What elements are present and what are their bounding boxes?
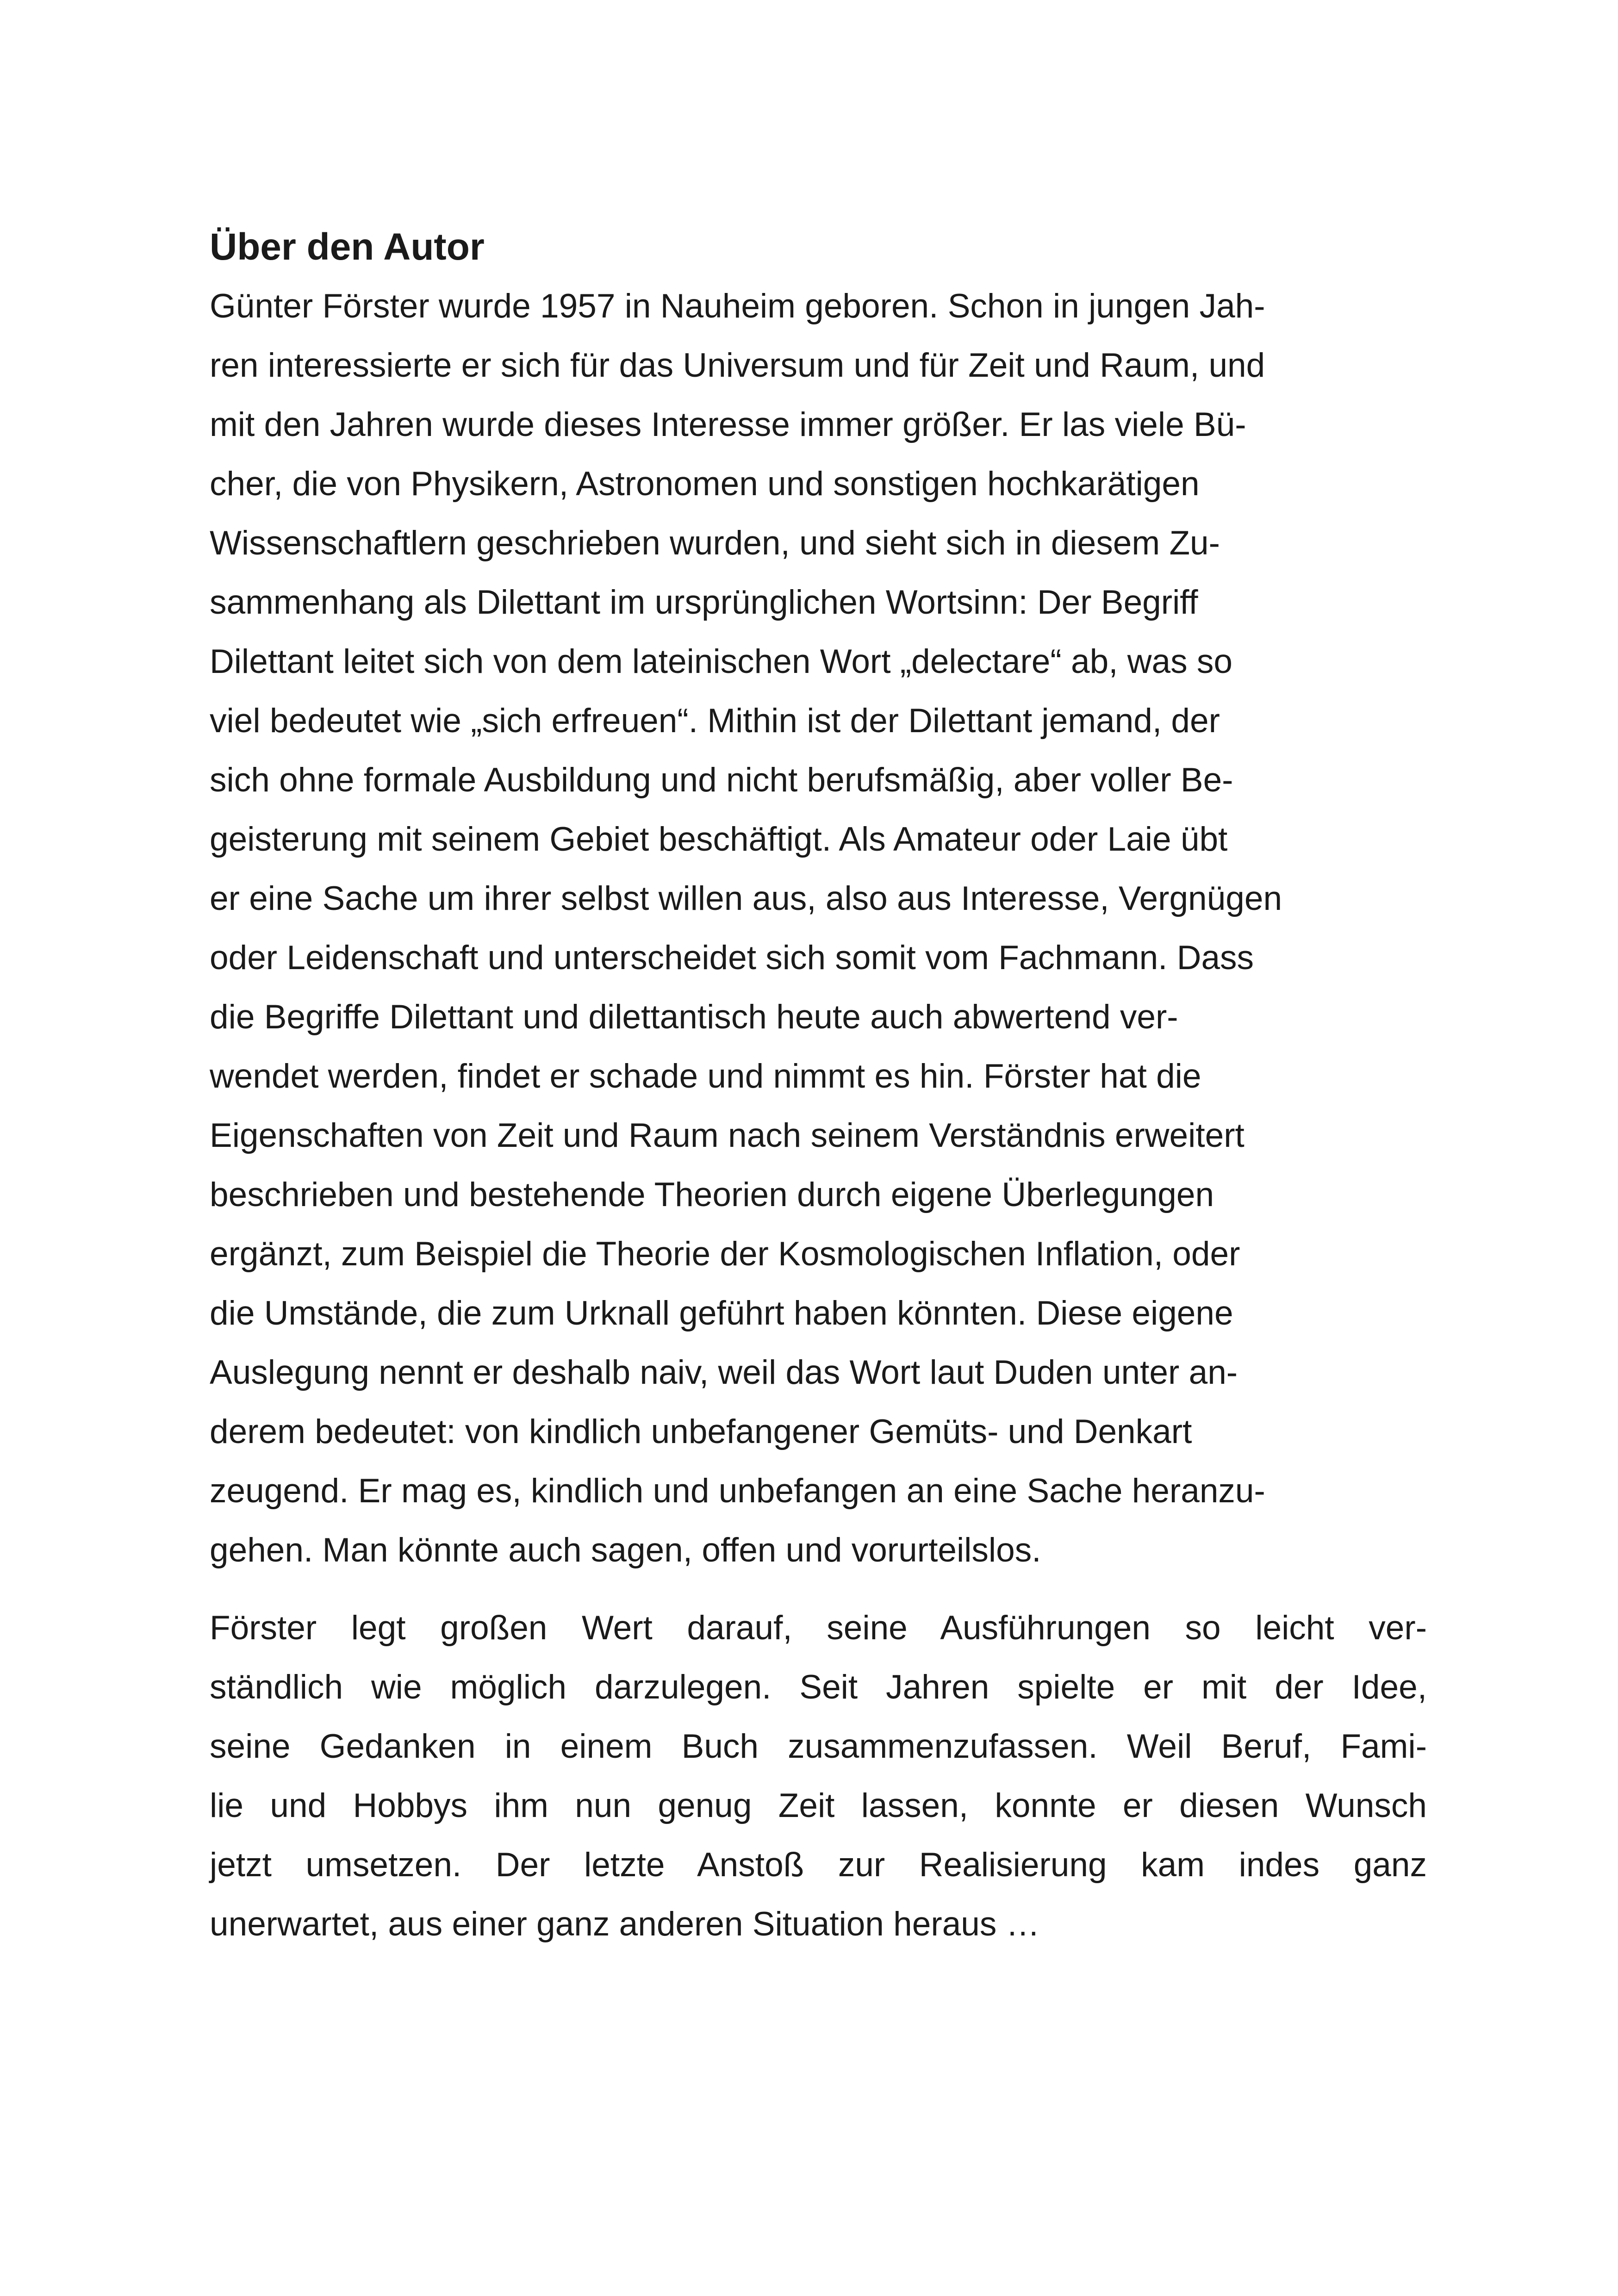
text-line: viel bedeutet wie „sich erfreuen“. Mithin ist der Dilettant jemand, der xyxy=(210,702,1220,740)
paragraph-2 xyxy=(210,1599,1427,1954)
text-line: Auslegung nennt er deshalb naiv, weil das Wort laut Duden unter an- xyxy=(210,1354,1238,1391)
text-line: oder Leidenschaft und unterscheidet sich somit vom Fachmann. Dass xyxy=(210,939,1254,977)
text-line: Dilettant leitet sich von dem lateinischen Wort „delectare“ ab, was so xyxy=(210,643,1232,680)
text-line: ren interessierte er sich für das Universum und für Zeit und Raum, und xyxy=(210,347,1265,384)
text-line: gehen. Man könnte auch sagen, offen und vorurteilslos. xyxy=(210,1531,1041,1569)
text-line: zeugend. Er mag es, kindlich und unbefangen an eine Sache heranzu- xyxy=(210,1472,1265,1510)
text-line: derem bedeutet: von kindlich unbefangener Gemüts- und Denkart xyxy=(210,1413,1192,1450)
text-line: unerwartet, aus einer ganz anderen Situation heraus … xyxy=(210,1905,1040,1943)
text-line: sammenhang als Dilettant im ursprünglichen Wortsinn: Der Begriff xyxy=(210,584,1198,621)
text-line: ergänzt, zum Beispiel die Theorie der Kosmologischen Inflation, oder xyxy=(210,1235,1240,1273)
text-line: Günter Förster wurde 1957 in Nauheim geboren. Schon in jungen Jah- xyxy=(210,287,1265,325)
text-line: er eine Sache um ihrer selbst willen aus, also aus Interesse, Vergnügen xyxy=(210,880,1282,917)
text-line: jetzt umsetzen. Der letzte Anstoß zur Realisierung kam indes ganz xyxy=(210,1846,1427,1884)
text-line: die Begriffe Dilettant und dilettantisch heute auch abwertend ver- xyxy=(210,998,1178,1036)
text-line: Wissenschaftlern geschrieben wurden, und sieht sich in diesem Zu- xyxy=(210,524,1220,562)
text-line: sich ohne formale Ausbildung und nicht berufsmäßig, aber voller Be- xyxy=(210,761,1233,799)
text-line: Förster legt großen Wert darauf, seine Ausführungen so leicht ver- xyxy=(210,1609,1427,1647)
text-line: mit den Jahren wurde dieses Interesse immer größer. Er las viele Bü- xyxy=(210,406,1246,443)
text-line: ständlich wie möglich darzulegen. Seit Jahren spielte er mit der Idee, xyxy=(210,1668,1427,1706)
text-line: die Umstände, die zum Urknall geführt haben könnten. Diese eigene xyxy=(210,1294,1233,1332)
text-line: geisterung mit seinem Gebiet beschäftigt. Als Amateur oder Laie übt xyxy=(210,821,1228,858)
text-line: Eigenschaften von Zeit und Raum nach seinem Verständnis erweitert xyxy=(210,1117,1245,1154)
text-line: beschrieben und bestehende Theorien durch eigene Überlegungen xyxy=(210,1176,1214,1213)
text-line: cher, die von Physikern, Astronomen und sonstigen hochkarätigen xyxy=(210,465,1200,503)
document-body xyxy=(210,218,1427,1954)
text-line: lie und Hobbys ihm nun genug Zeit lassen, konnte er diesen Wunsch xyxy=(210,1787,1427,1824)
text-line: wendet werden, findet er schade und nimmt es hin. Förster hat die xyxy=(210,1058,1201,1095)
paragraph-1 xyxy=(210,277,1427,1580)
text-line: seine Gedanken in einem Buch zusammenzufassen. Weil Beruf, Fami- xyxy=(210,1728,1427,1765)
section-heading: Über den Autor xyxy=(210,226,485,268)
